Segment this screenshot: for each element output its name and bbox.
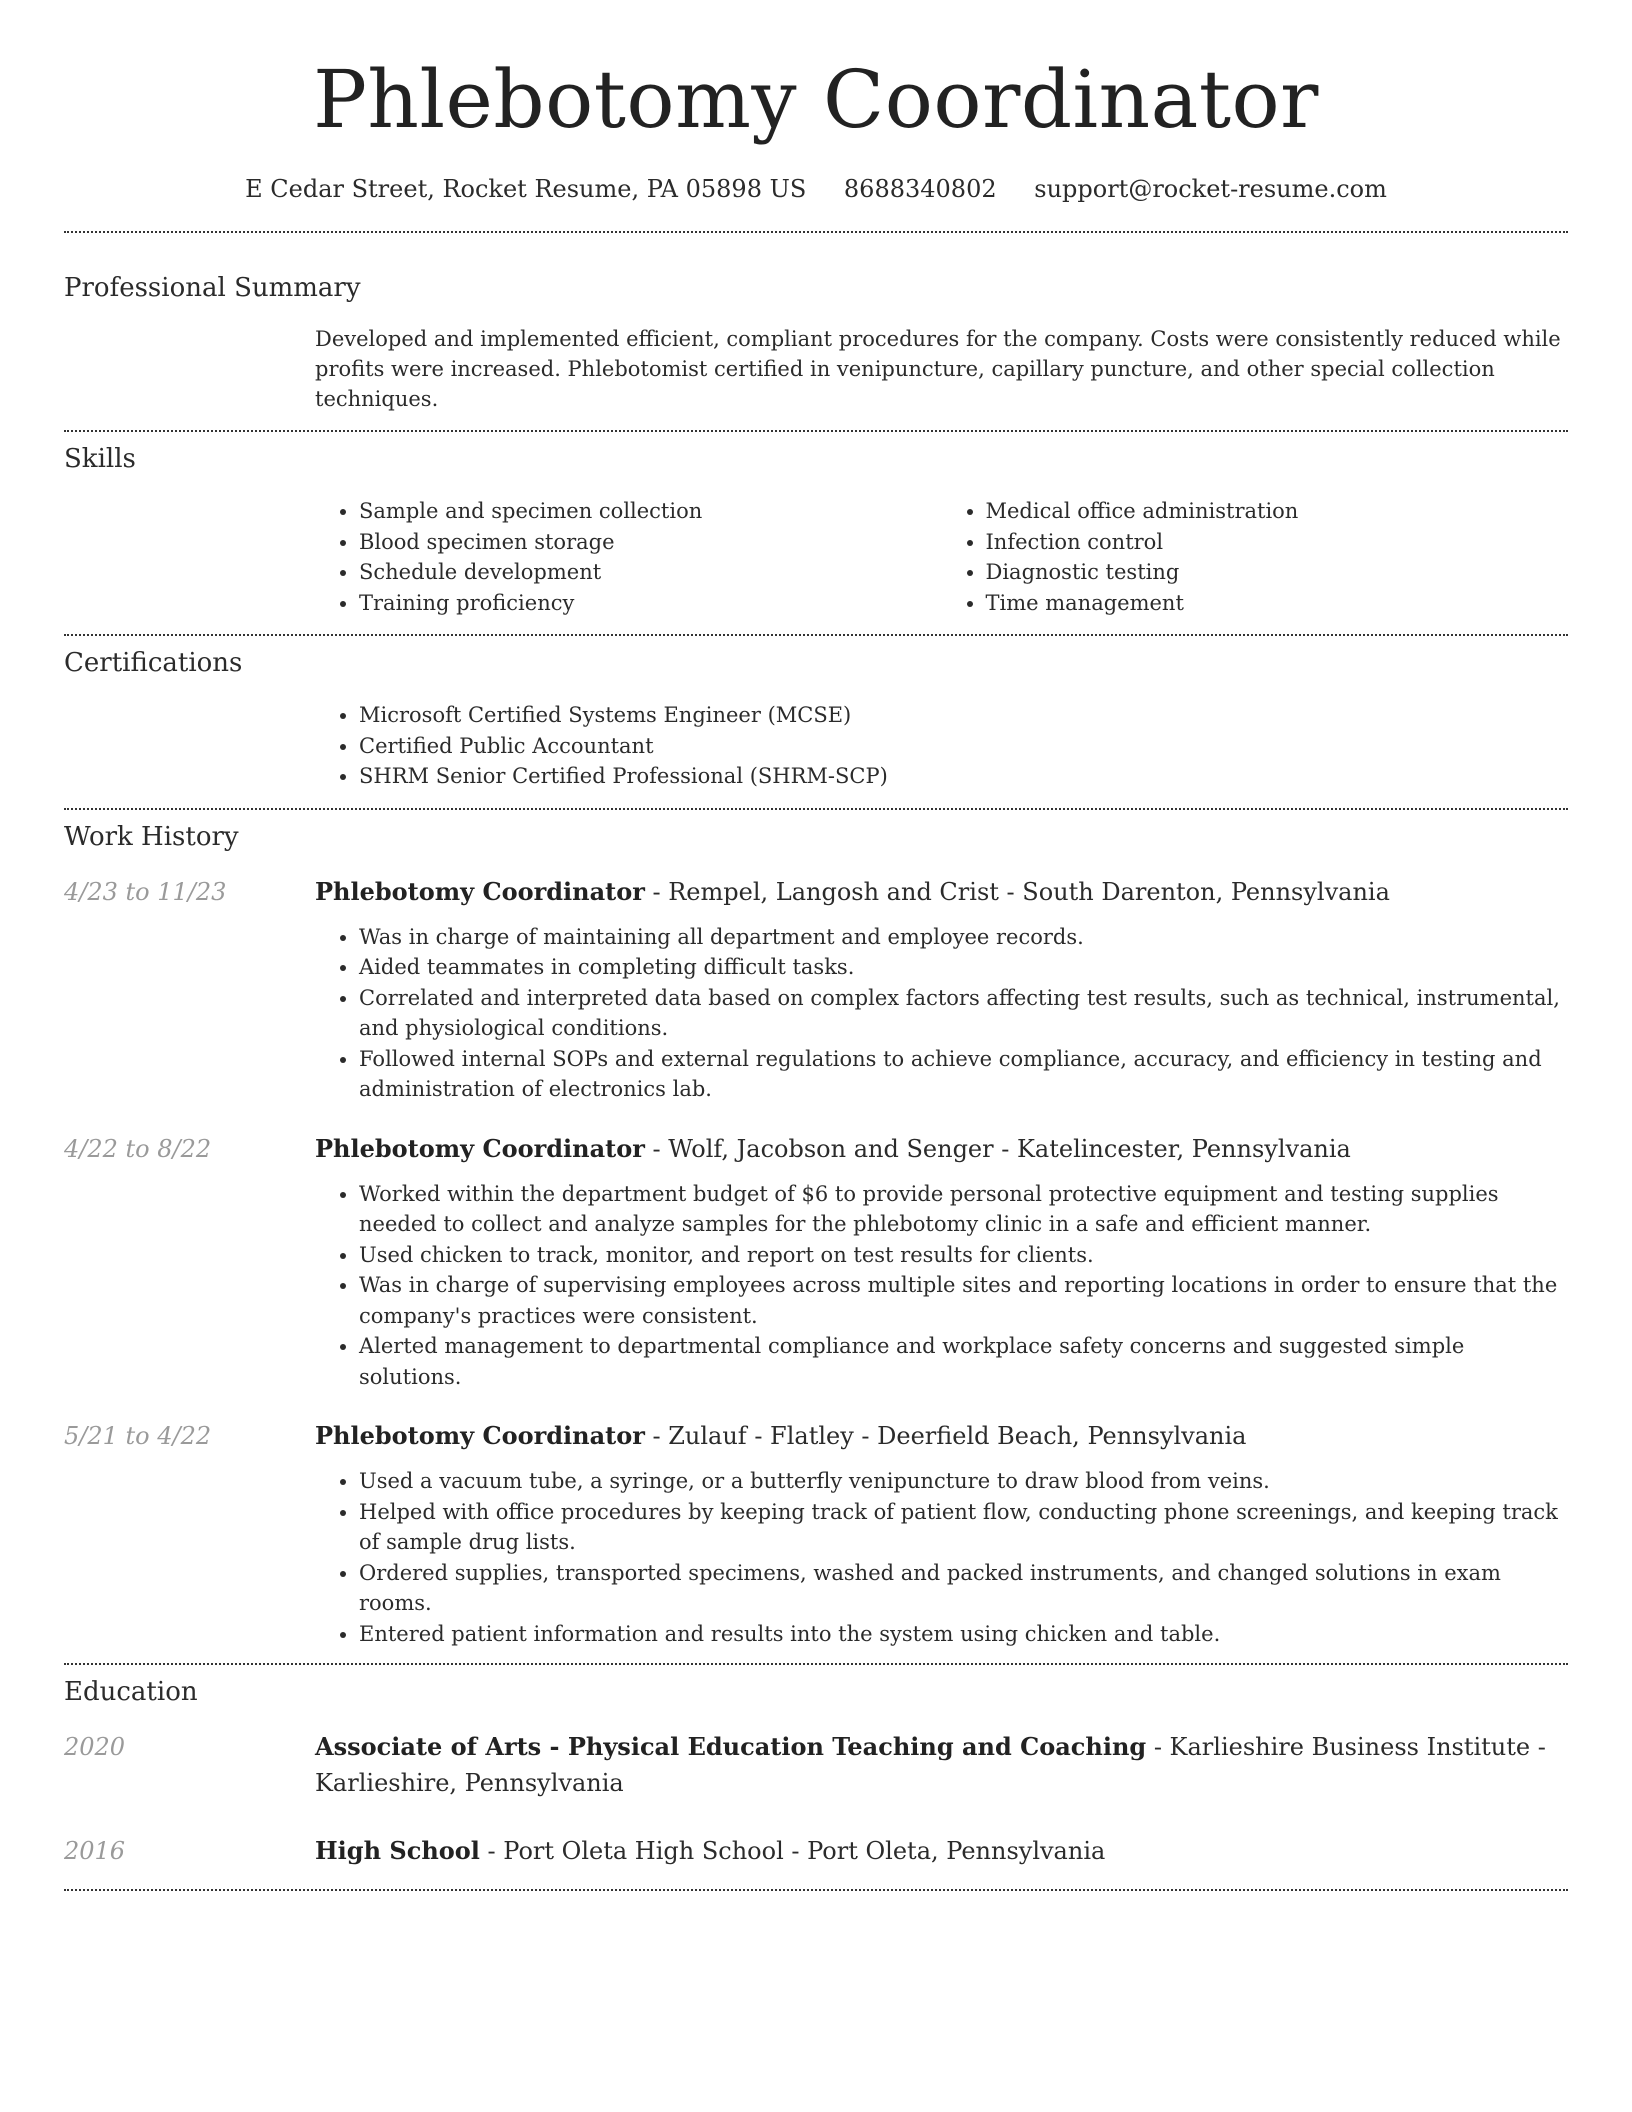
divider bbox=[64, 1889, 1568, 1891]
job-title: Phlebotomy Coordinator bbox=[315, 876, 645, 906]
candidate-name: Phlebotomy Coordinator bbox=[313, 53, 1319, 146]
education-heading bbox=[315, 1833, 1568, 1869]
job-duties bbox=[315, 1466, 1568, 1649]
job-duty: • Was in charge of supervising employees across multiple sites and reporting locations in order to ensure that the company's practices were consistent. bbox=[359, 1270, 1568, 1331]
section-title-education: Education bbox=[64, 1677, 198, 1707]
skill-item: • Training proficiency bbox=[359, 588, 942, 619]
job-duties bbox=[315, 922, 1568, 1105]
job-duty: • Aided teammates in completing difficult tasks. bbox=[359, 952, 1568, 983]
job-duty: • Used chicken to track, monitor, and report on test results for clients. bbox=[359, 1240, 1568, 1271]
divider bbox=[64, 231, 1568, 233]
job-duty: • Entered patient information and results into the system using chicken and table. bbox=[359, 1619, 1568, 1650]
contact-address: E Cedar Street, Rocket Resume, PA 05898 US bbox=[245, 175, 807, 203]
education-year: 2020 bbox=[64, 1733, 126, 1761]
divider bbox=[64, 430, 1568, 432]
skill-item: • Sample and specimen collection bbox=[359, 496, 942, 527]
skill-item: • Diagnostic testing bbox=[986, 557, 1569, 588]
section-title-summary: Professional Summary bbox=[64, 273, 361, 303]
education-section bbox=[64, 1675, 1568, 1869]
certifications-list bbox=[315, 700, 1568, 792]
job-employer: - Zulauf - Flatley - Deerfield Beach, Pennsylvania bbox=[644, 1422, 1247, 1450]
job-title: Phlebotomy Coordinator bbox=[315, 1133, 645, 1163]
education-degree: Associate of Arts - Physical Education Teaching and Coaching bbox=[315, 1732, 1147, 1761]
job-duty: • Alerted management to departmental compliance and workplace safety concerns and suggested simple solutions. bbox=[359, 1331, 1568, 1392]
certification-item: • Microsoft Certified Systems Engineer (MCSE) bbox=[359, 700, 1568, 731]
contact-email: support@rocket-resume.com bbox=[1034, 175, 1387, 203]
job-dates: 4/22 to 8/22 bbox=[64, 1134, 212, 1163]
summary-section bbox=[64, 271, 1568, 414]
certification-item: • Certified Public Accountant bbox=[359, 731, 1568, 762]
divider bbox=[64, 634, 1568, 636]
divider bbox=[64, 1663, 1568, 1665]
job-employer: - Rempel, Langosh and Crist - South Darenton, Pennsylvania bbox=[644, 877, 1390, 906]
job-duty: • Worked within the department budget of $6 to provide personal protective equipment and testing supplies needed to collect and analyze samples for the phlebotomy clinic in a safe and efficient manner. bbox=[359, 1179, 1568, 1240]
certification-item: • SHRM Senior Certified Professional (SHRM-SCP) bbox=[359, 761, 1568, 792]
job-heading bbox=[315, 1418, 1568, 1454]
certifications-section bbox=[64, 646, 1568, 792]
education-heading bbox=[315, 1729, 1568, 1801]
skill-item: • Infection control bbox=[986, 527, 1569, 558]
contact-line bbox=[64, 172, 1568, 206]
summary-text: Developed and implemented efficient, compliant procedures for the company. Costs were consistently reduced while profits were increased. Phlebotomist certified in venipuncture, capillary puncture, and other special collection techniques. bbox=[315, 327, 1561, 411]
job-heading bbox=[315, 1131, 1568, 1167]
work-history-section bbox=[64, 820, 1568, 1650]
education-entry bbox=[64, 1729, 1568, 1801]
job-dates: 5/21 to 4/22 bbox=[64, 1422, 212, 1450]
job-duty: • Ordered supplies, transported specimens, washed and packed instruments, and changed solutions in exam rooms. bbox=[359, 1558, 1568, 1619]
job-entry bbox=[64, 874, 1568, 1105]
education-year: 2016 bbox=[64, 1837, 126, 1865]
education-school: - Port Oleta High School - Port Oleta, Pennsylvania bbox=[479, 1837, 1106, 1865]
job-dates: 4/23 to 11/23 bbox=[64, 877, 227, 906]
section-title-skills: Skills bbox=[64, 444, 136, 474]
skill-item: • Time management bbox=[986, 588, 1569, 619]
section-title-work: Work History bbox=[64, 821, 239, 852]
divider bbox=[64, 808, 1568, 810]
job-title: Phlebotomy Coordinator bbox=[315, 1421, 645, 1450]
section-title-certifications: Certifications bbox=[64, 648, 243, 678]
education-degree: High School bbox=[315, 1836, 480, 1865]
job-entry bbox=[64, 1131, 1568, 1393]
job-heading bbox=[315, 874, 1568, 910]
skill-item: • Schedule development bbox=[359, 557, 942, 588]
skills-list-right bbox=[942, 496, 1569, 618]
skills-list-left bbox=[315, 496, 942, 618]
education-entry bbox=[64, 1833, 1568, 1869]
skill-item: • Blood specimen storage bbox=[359, 527, 942, 558]
job-duty: • Used a vacuum tube, a syringe, or a butterfly venipuncture to draw blood from veins. bbox=[359, 1466, 1568, 1497]
skills-section bbox=[64, 442, 1568, 618]
job-entry bbox=[64, 1418, 1568, 1649]
skill-item: • Medical office administration bbox=[986, 496, 1569, 527]
job-duty: • Correlated and interpreted data based on complex factors affecting test results, such as technical, instrumental, and physiological conditions. bbox=[359, 983, 1568, 1044]
contact-phone: 8688340802 bbox=[843, 175, 997, 203]
job-duties bbox=[315, 1179, 1568, 1393]
job-duty: • Helped with office procedures by keeping track of patient flow, conducting phone screenings, and keeping track of sample drug lists. bbox=[359, 1497, 1568, 1558]
job-duty: • Was in charge of maintaining all department and employee records. bbox=[359, 922, 1568, 953]
education-school: - Karlieshire Business Institute - Karlieshire, Pennsylvania bbox=[315, 1733, 1546, 1797]
job-employer: - Wolf, Jacobson and Senger - Katelincester, Pennsylvania bbox=[644, 1134, 1351, 1163]
job-duty: • Followed internal SOPs and external regulations to achieve compliance, accuracy, and efficiency in testing and administration of electronics lab. bbox=[359, 1044, 1568, 1105]
